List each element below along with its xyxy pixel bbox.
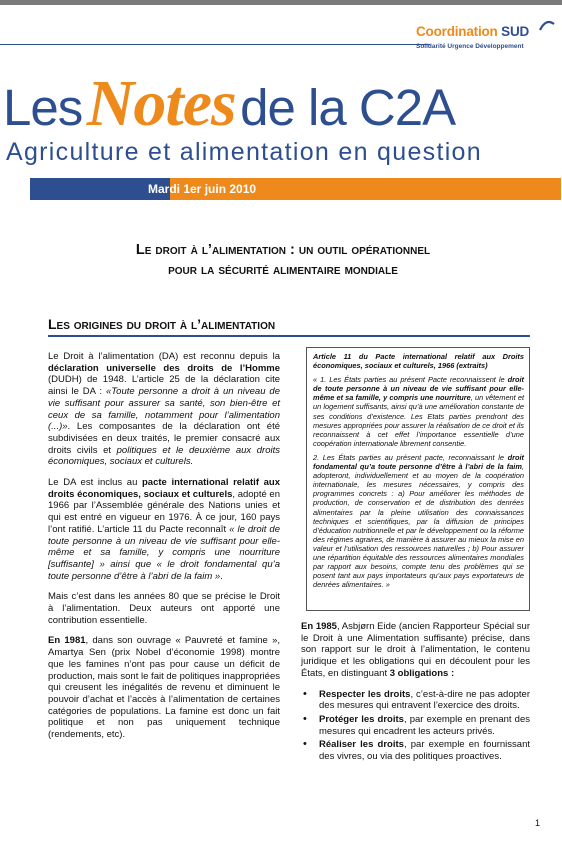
top-gray-rule xyxy=(0,0,562,5)
article-11-box xyxy=(306,347,530,611)
logo-name-a: Coordination xyxy=(416,24,498,39)
text-run: « 1. Les États parties au présent Pacte reconnaissent le xyxy=(313,375,508,385)
text-run-bold: pacte international relatif aux droits économiques, sociaux et culturels xyxy=(48,477,280,500)
right-column xyxy=(301,621,530,765)
paragraph-1985 xyxy=(301,621,530,680)
text-run: , dans son ouvrage « Pauvreté et famine », Amartya Sen (prix Nobel d’économie 1998) montre que les famines n’ont pas pour cause un déficit de production, mais sont le fait de politiques inappropriées qui creusent les inégalités de revenu et diminuent le pouvoir d’achat et l’accès à l’alimentation de certaines catégories de populations. La famine est donc un fait politique et non pas uniquement technique (rendements, etc). xyxy=(48,635,280,741)
section-rule xyxy=(48,335,530,337)
obligation-name: Respecter les droits xyxy=(319,688,411,700)
article-headline xyxy=(48,240,518,280)
paragraph-pacte xyxy=(48,477,280,582)
issue-date: Mardi 1er juin 2010 xyxy=(148,182,257,196)
quote-pacte: « le droit de toute personne à un niveau de vie suffisant pour elle-même et sa famille, y compris une nourriture [suffisante] » ainsi que « le droit fondamental qu’a toute personne d’être à l’abri de la faim » xyxy=(48,523,280,582)
box-paragraph-2 xyxy=(313,453,524,589)
obligation-text: , c’est-à-dire ne pas adopter des mesures qui entravent l’exercice des droits. xyxy=(319,688,530,712)
obligations-list xyxy=(301,689,530,763)
section-title: Les origines du droit à l’alimentation xyxy=(48,316,276,332)
text-run-bold: 3 obligations : xyxy=(389,667,455,679)
text-run-bold: En 1985 xyxy=(301,621,337,632)
text-run-bold: déclaration universelle des droits de l’Homme xyxy=(48,362,280,374)
title-notes: Notes xyxy=(86,67,236,140)
text-run-bold: droit fondamental qu’a toute personne d’être à l’abri de la faim xyxy=(313,452,524,472)
logo-name xyxy=(416,24,529,39)
newsletter-subtitle: Agriculture et alimentation en question xyxy=(6,138,482,166)
coordination-sud-logo xyxy=(416,24,558,58)
text-run-bold: droit de toute personne à un niveau de vie suffisant pour elle-même et sa famille, y compris une nourriture xyxy=(313,375,524,403)
quote-dudh: «Toute personne a droit à un niveau de vie suffisant pour assurer sa santé, son bien-être et ceux de sa famille, notamment pour l’alimentation (...)» xyxy=(48,386,280,433)
logo-name-b: SUD xyxy=(501,24,530,39)
headline-line-1: Le droit à l’alimentation : un outil opérationnel xyxy=(135,242,431,258)
text-run: Le Droit à l’alimentation (DA) est reconnu depuis la xyxy=(48,351,280,362)
text-run: . Les composantes de la déclaration ont été subdivisées en deux traités, le premier consacré aux droits civils et xyxy=(48,421,280,456)
header-rule xyxy=(0,44,430,45)
obligation-text: , par exemple en fournissant des vivres, ou via des politiques proactives. xyxy=(319,739,530,763)
text-run: Le DA est inclus au xyxy=(48,477,142,489)
title-de-la-c2a: de la C2A xyxy=(240,79,456,136)
paragraph-1981 xyxy=(48,635,280,740)
left-column xyxy=(48,351,280,750)
text-run: , adopté en 1966 par l’Assemblée générale des Nations unies et qui est entré en vigueur en 1976. À ce jour, 160 pays l’ont ratifié. L’article 11 du Pacte reconnaît xyxy=(48,488,281,535)
box-title: Article 11 du Pacte international relatif aux Droits économiques, sociaux et culturels, 1966 (extraits) xyxy=(313,352,524,371)
obligation-name: Réaliser les droits xyxy=(319,739,404,751)
text-run: (DUDH) de 1948. L’article 25 de la déclaration cite ainsi le DA : xyxy=(48,374,280,398)
text-run: , adopteront, individuellement et au moyen de la coopération internationale, les mesures nécessaires, y compris des programmes concrets : a) Pour améliorer les méthodes de production, de conservation et de distribution des denrées alimentaires par la pleine utilisation des connaissances techniques et scientifiques, par la diffusion de principes d’éducation nutritionnelle et par le développement ou la réforme des régimes agraires, de manière à assurer au mieux la mise en valeur et l’utilisation des ressources naturelles ; b) Pour assurer une répartition équitable des ressources alimentaires mondiales par rapport aux besoins, compte tenu des problèmes qui se posent tant aux pays importateurs qu’aux pays exportateurs de denrées alimentaires. » xyxy=(313,462,524,590)
text-run-bold: En 1981 xyxy=(48,635,86,647)
text-run: . xyxy=(220,570,223,582)
obligation-text: , par exemple en prenant des mesures qui encadrent les acteurs privés. xyxy=(319,713,530,737)
obligation-name: Protéger les droits xyxy=(319,713,404,725)
newsletter-title xyxy=(3,66,456,140)
paragraph-dudh xyxy=(48,351,280,468)
logo-tagline: Solidarité Urgence Développement xyxy=(416,43,524,50)
text-run: , un vêtement et un logement suffisants, ainsi qu’à une amélioration constante de ses conditions d’existence. Les Etats parties prendront des mesures appropriées pour assurer la réalisation de ce droit et ils reconnaissent à cet effet l’importance essentielle d’une coopération internationale librement consentie. xyxy=(313,393,525,448)
box-paragraph-1 xyxy=(313,375,524,448)
logo-arc-icon xyxy=(538,18,556,34)
title-les: Les xyxy=(3,79,83,136)
text-run: , Asbjørn Eide (ancien Rapporteur Spécial sur le Droit à une Alimentation suffisante) précise, dans son rapport sur le droit à l’alimentation, le contenu juridique et les obligations qui en découlent pour les États, en distinguant xyxy=(301,621,530,679)
headline-line-2: pour la sécurité alimentaire mondiale xyxy=(168,262,398,278)
page-number: 1 xyxy=(535,818,541,828)
list-item xyxy=(301,689,530,712)
paragraph-annees-80: Mais c’est dans les années 80 que se précise le Droit à l’alimentation. Deux auteurs ont apporté une contribution essentielle. xyxy=(48,591,280,626)
list-item xyxy=(301,739,530,762)
text-run-italic: politiques et le deuxième aux droits économiques, sociaux et culturels. xyxy=(48,444,280,468)
text-run: 2. Les États parties au présent pacte, reconnaissant le xyxy=(313,452,508,462)
list-item xyxy=(301,714,530,737)
